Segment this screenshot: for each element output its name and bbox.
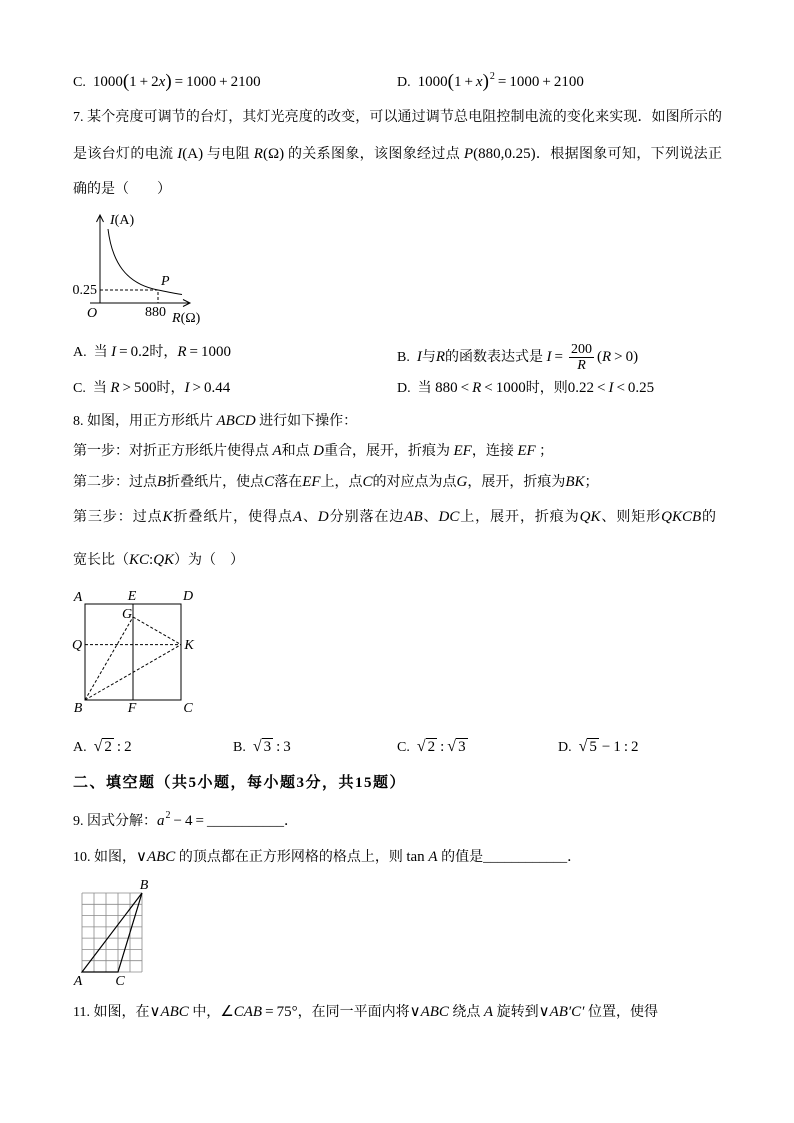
radical-sign: √ [447, 738, 457, 755]
text-run: 当 [93, 345, 112, 360]
math-operator: > [122, 380, 131, 396]
math-operator: + [219, 74, 228, 90]
text-run: 折叠纸片，使点 [166, 475, 265, 490]
text-run: ． [283, 814, 298, 829]
option-expression [579, 740, 639, 755]
option-expression [418, 381, 655, 396]
segment-bg [85, 617, 133, 700]
text-run: 的函数表达式是 [445, 349, 547, 365]
math-variable: QKCB [661, 509, 702, 525]
math-operator: + [139, 74, 149, 90]
math-variable: R [253, 146, 263, 162]
math-variable: R [435, 348, 446, 365]
x-tick-label: 880 [145, 305, 166, 320]
radicand: 3 [458, 739, 466, 755]
math-variable: I [608, 380, 614, 396]
option-label: D. [397, 381, 411, 396]
option-label: C. [73, 75, 86, 90]
radical-sign: √ [252, 738, 262, 755]
option-expression [417, 740, 468, 755]
y-axis-label: I(A) [110, 213, 135, 228]
text-run: ．根据图象可知，下列说法正 [535, 147, 723, 162]
vertex-a-label: A [73, 590, 83, 605]
math-operator: − [601, 739, 611, 755]
y-tick-label: 0.25 [72, 283, 97, 298]
math-variable: D [313, 443, 325, 459]
math-variable: ABC [420, 1004, 449, 1020]
math-operator: = [174, 74, 184, 90]
text-run: 第二步：过点 [73, 475, 157, 490]
question-8-stem-line-1 [73, 411, 357, 431]
vertex-d-label: D [182, 589, 194, 604]
section-heading: 二、填空题（共5小题，每小题3分，共15题） [73, 775, 407, 791]
text-run: 第三步：过点 [73, 510, 163, 525]
text-run: 、 [302, 510, 318, 525]
math-operator: = [497, 74, 507, 90]
text-run: 绕点 [448, 1005, 484, 1020]
text-run: 当 [417, 381, 436, 396]
question-7-option-a [73, 342, 231, 362]
superscript: 2 [165, 810, 171, 821]
math-text: 1000 [200, 344, 231, 360]
math-text: 2100 [553, 74, 584, 90]
option-label: C. [397, 740, 410, 755]
math-text: 2 [151, 74, 159, 90]
question-7-option-c [73, 378, 230, 398]
math-variable: C [264, 474, 275, 490]
question-6-option-c [73, 71, 261, 91]
fraction-numerator: 200 [570, 342, 592, 357]
text-run: 第一步：对折正方形纸片使得点 [73, 444, 273, 459]
text-run: ，在同一平面内将 [297, 1005, 410, 1020]
math-operator: : [276, 739, 281, 755]
math-operator: = [119, 344, 128, 360]
math-variable: EF [453, 443, 472, 459]
math-text: 0.25 [627, 380, 655, 396]
radicand: 3 [263, 739, 272, 755]
square-root [253, 737, 273, 758]
point-e-label: E [127, 589, 137, 604]
x-axis-label: R(Ω) [172, 311, 201, 326]
question-11 [73, 1002, 658, 1022]
question-7-stem-line-1 [73, 108, 722, 128]
option-expression [253, 740, 291, 755]
text-run: 是该台灯的电流 [73, 147, 178, 162]
radicand: 2 [427, 739, 436, 755]
math-text: 0.22 [567, 380, 594, 396]
math-operator: < [596, 380, 606, 396]
math-text: : [149, 552, 154, 568]
math-text: 1000 [92, 74, 123, 90]
option-label: A. [73, 345, 87, 360]
radical-sign: √ [416, 738, 426, 755]
option-expression [94, 345, 231, 360]
math-text: tan [406, 849, 429, 865]
vertex-b-label: B [139, 878, 149, 893]
square-root [579, 737, 599, 758]
text-run: 10. 如图， [73, 850, 136, 865]
math-variable: x [158, 74, 166, 90]
math-variable: R [601, 348, 612, 365]
parenthesis: ( [447, 71, 454, 92]
math-text: 1 [129, 74, 137, 90]
math-operator: + [542, 74, 551, 90]
question-7-stem-line-3 [73, 180, 171, 200]
text-run: 位置，使得 [584, 1005, 658, 1020]
math-variable: K [162, 509, 173, 525]
text-run: ． [567, 850, 582, 865]
square-root [94, 737, 114, 758]
math-text: 1000 [509, 74, 540, 90]
math-variable: A [428, 849, 438, 865]
math-variable: I [177, 146, 183, 162]
answer-blank: ___________ [206, 814, 284, 829]
math-text: ∨ [136, 849, 147, 865]
square-root [417, 737, 437, 758]
math-variable: KC [129, 552, 150, 568]
option-label: D. [558, 740, 572, 755]
point-p-label: P [161, 274, 170, 289]
origin-label: O [87, 306, 98, 321]
text-run: 时，则 [525, 381, 568, 396]
text-run: 、则矩形 [600, 510, 662, 525]
text-run: 重合，展开，折痕为 [324, 444, 454, 459]
math-variable: R [110, 380, 120, 396]
fraction-denominator: R [577, 358, 586, 373]
fraction [569, 342, 594, 373]
question-7-option-b [397, 342, 639, 373]
text-run: 当 [92, 381, 111, 396]
question-6-option-d [397, 71, 584, 91]
triangle-abc [82, 893, 142, 972]
option-expression [92, 71, 261, 92]
math-variable: A [272, 443, 282, 459]
text-run: 上，点 [320, 475, 363, 490]
math-variable: I [111, 344, 117, 360]
point-p-guide-lines [100, 290, 158, 303]
math-variable: ABCD [216, 413, 256, 429]
text-run: 的值是 [437, 850, 484, 865]
text-run: 时， [149, 345, 178, 360]
square-folding-figure [68, 588, 200, 716]
math-variable: I [416, 348, 422, 365]
radical-sign: √ [578, 738, 588, 755]
math-variable: DC [438, 509, 460, 525]
option-label: A. [73, 740, 87, 755]
math-variable: EF [302, 474, 321, 490]
text-run: 7. 某个亮度可调节的台灯，其灯光亮度的改变，可以通过调节总电阻控制电流的变化来实现．如图所示的 [73, 110, 722, 125]
math-text: ∨ [149, 1004, 161, 1020]
text-run: ； [535, 444, 554, 459]
question-8-stem-line-5 [73, 550, 244, 570]
math-variable: B [157, 474, 167, 490]
math-variable: C [362, 474, 373, 490]
math-operator: − [173, 813, 182, 829]
math-operator: = [195, 813, 204, 829]
segment-gk [133, 617, 181, 645]
question-8-step-2 [73, 472, 599, 492]
math-operator: : [440, 739, 445, 755]
math-variable: I [184, 380, 190, 396]
text-run: ，连接 [471, 444, 518, 459]
point-g-label: G [121, 607, 133, 622]
math-text: 75° [276, 1004, 298, 1020]
math-variable: P [463, 146, 474, 162]
vertex-c-label: C [183, 701, 193, 716]
math-variable: EF [517, 443, 536, 459]
option-expression [93, 381, 230, 396]
math-variable: ABC [146, 849, 176, 865]
text-run: 宽长比（ [73, 553, 129, 568]
math-operator: < [460, 380, 470, 396]
math-text: 1000 [186, 74, 217, 90]
math-text: 880 [435, 380, 458, 396]
math-operator: : [116, 739, 122, 755]
option-label: D. [397, 75, 411, 90]
text-run: 8. 如图，用正方形纸片 [73, 414, 217, 429]
vertex-c-label: C [115, 974, 125, 989]
question-8-option-c [397, 737, 468, 757]
question-7-stem-line-2 [73, 144, 722, 164]
math-variable: AB [404, 509, 423, 525]
superscript: 2 [489, 71, 495, 82]
text-run: 和点 [281, 444, 314, 459]
text-run: 确的是（ ） [73, 182, 171, 197]
math-text: (A) [182, 146, 204, 162]
point-k-label: K [184, 638, 194, 653]
inverse-proportion-curve [108, 229, 182, 295]
radicand: 2 [104, 739, 112, 755]
math-text: 2100 [230, 74, 261, 90]
math-operator: > [614, 348, 623, 365]
math-variable: CAB [233, 1004, 263, 1020]
question-8-step-1 [73, 441, 553, 461]
math-text: (Ω) [262, 146, 285, 162]
math-variable: G [456, 474, 468, 490]
text-run: 与电阻 [203, 147, 254, 162]
option-expression [416, 342, 639, 373]
math-variable: a [157, 813, 165, 829]
math-operator: < [484, 380, 493, 396]
radical-sign: √ [93, 738, 103, 755]
text-run: 9. 因式分解： [73, 814, 157, 829]
text-run: 的关系图象，该图象经过点 [284, 147, 464, 162]
math-operator: = [554, 348, 563, 365]
math-variable: I [546, 348, 552, 365]
text-run: 与 [421, 349, 436, 365]
math-text: 1000 [417, 74, 448, 90]
question-9 [73, 811, 298, 831]
math-text: 3 [283, 739, 291, 755]
question-8-step-3 [73, 507, 716, 527]
math-text: ∨ [538, 1004, 550, 1020]
radicand: 5 [589, 739, 597, 755]
text-run: 时， [156, 381, 185, 396]
math-variable: BK [565, 474, 585, 490]
text-run: 的 [701, 510, 717, 525]
point-q-label: Q [71, 638, 83, 653]
vertex-b-label: B [73, 701, 83, 716]
text-run: 、 [422, 510, 439, 525]
text-run: ； [584, 475, 599, 490]
parenthesis: ) [165, 71, 172, 92]
question-8-option-a [73, 737, 132, 757]
math-operator: > [192, 380, 201, 396]
option-expression [94, 740, 132, 755]
text-run: 11. 如图，在 [73, 1005, 150, 1020]
math-text: 0.44 [203, 380, 231, 396]
math-variable: ABC [160, 1004, 189, 1020]
parenthesis: ) [482, 71, 489, 92]
option-expression [417, 71, 584, 92]
math-text: ∠ [220, 1004, 234, 1020]
math-operator: : [623, 739, 629, 755]
math-text: 1 [453, 74, 462, 90]
text-run: 的顶点都在正方形网格的格点上，则 [175, 850, 407, 865]
question-10 [73, 847, 581, 867]
option-label: B. [397, 349, 410, 365]
math-text: ( [596, 348, 602, 365]
text-run: 落在 [274, 475, 303, 490]
option-label: C. [73, 381, 86, 396]
math-variable: QK [579, 509, 601, 525]
option-label: B. [233, 740, 246, 755]
math-operator: = [189, 344, 198, 360]
math-variable: R [472, 380, 482, 396]
math-text: (880,0.25) [473, 146, 536, 162]
math-operator: + [464, 74, 473, 90]
math-operator: < [616, 380, 625, 396]
math-text: 0) [625, 348, 639, 365]
math-variable: A [292, 509, 303, 525]
math-variable: QK [153, 552, 175, 568]
math-text: 0.2 [130, 344, 150, 360]
text-run: 进行如下操作： [255, 414, 358, 429]
math-variable: A [483, 1004, 494, 1020]
math-operator: = [265, 1004, 274, 1020]
math-text: 2 [124, 739, 132, 755]
math-text: 1 [613, 739, 621, 755]
text-run: 的对应点为点 [372, 475, 457, 490]
vertex-a-label: A [73, 974, 83, 989]
current-resistance-graph [60, 205, 220, 327]
math-variable: x [475, 74, 483, 90]
question-8-option-d [558, 737, 639, 757]
math-variable: D [317, 509, 329, 525]
math-variable: AB′C′ [549, 1004, 585, 1020]
math-text: 4 [184, 813, 193, 829]
text-run: ）为（ ） [174, 553, 245, 568]
math-text: 1000 [495, 380, 526, 396]
math-text: ∨ [409, 1004, 421, 1020]
point-f-label: F [127, 701, 137, 716]
parenthesis: ( [122, 71, 130, 92]
answer-blank: ____________ [483, 850, 568, 865]
text-run: 分别落在边 [328, 510, 405, 525]
math-text: 2 [631, 739, 639, 755]
square-root [447, 737, 467, 758]
question-8-option-b [233, 737, 291, 757]
square-grid-triangle-figure [70, 876, 156, 988]
text-run: 折叠纸片，使得点 [172, 510, 293, 525]
text-run: ，展开，折痕为 [467, 475, 566, 490]
text-run: 中， [188, 1005, 221, 1020]
text-run: 旋转到 [493, 1005, 539, 1020]
question-7-option-d [397, 378, 654, 398]
text-run: 上，展开，折痕为 [459, 510, 580, 525]
math-text: 500 [133, 380, 157, 396]
math-variable: R [177, 344, 187, 360]
